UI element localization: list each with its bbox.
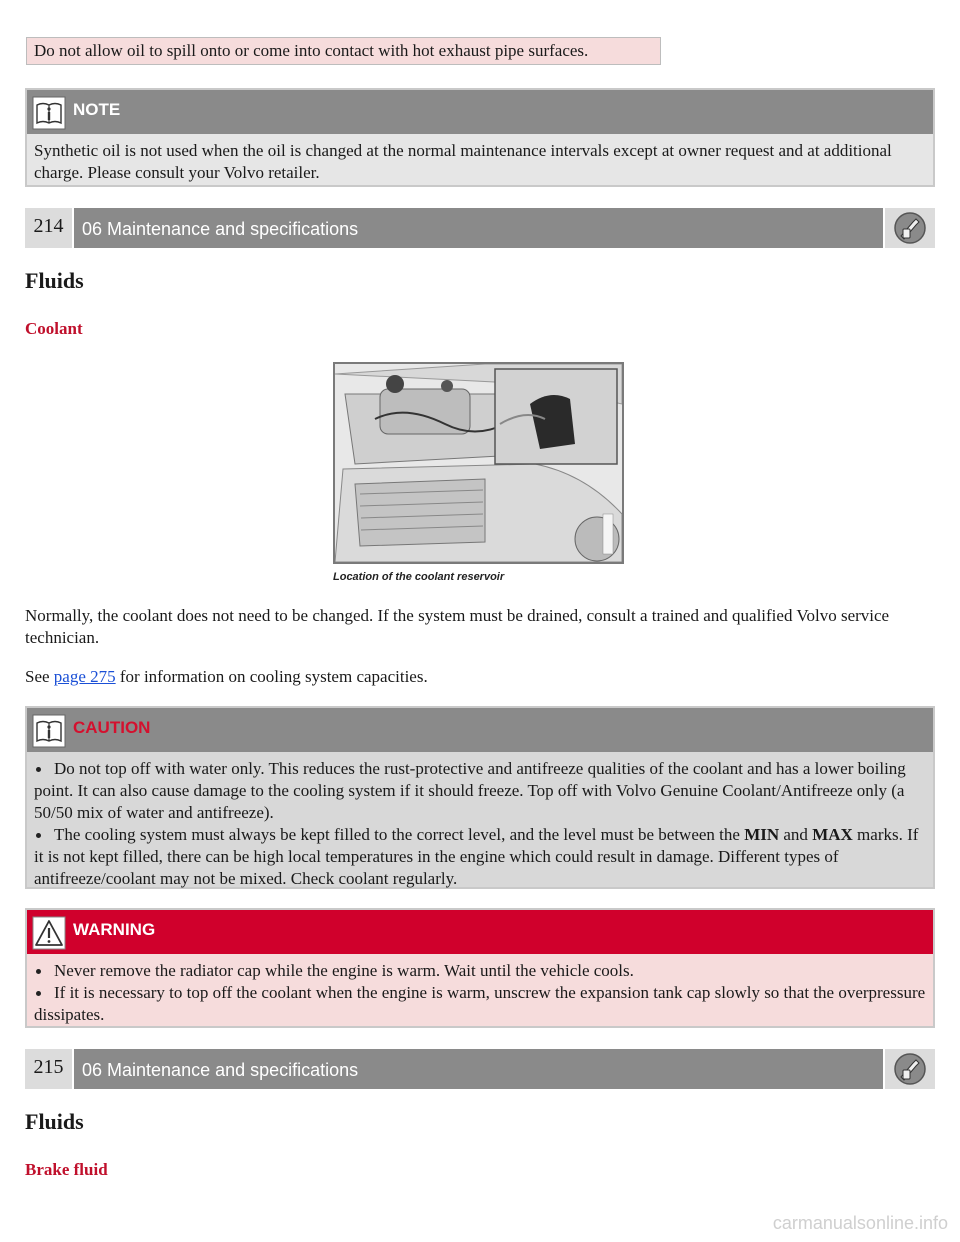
warning-box xyxy=(25,908,935,1028)
warning-item-2-text: If it is necessary to top off the coolant when the engine is warm, unscrew the expansion tank cap slowly so that the overpressure dissipates. xyxy=(34,983,926,1024)
info-book-icon xyxy=(32,714,66,748)
caution-header xyxy=(27,708,933,752)
section-heading-fluids: Fluids xyxy=(25,1109,84,1134)
capacity-reference-paragraph xyxy=(25,666,925,688)
site-watermark: carmanualsonline.info xyxy=(772,1213,948,1233)
caution-item xyxy=(34,824,926,890)
note-header xyxy=(27,90,933,134)
warning-item xyxy=(34,982,926,1026)
section-header-214 xyxy=(25,208,935,248)
caution-item-1-text: Do not top off with water only. This reduces the rust-protective and antifreeze qualities of the coolant and has a lower boiling point. It can also cause damage to the cooling system if it should freeze. Top off with Volvo Genuine Coolant/Antifreeze only (a 50/50 mix of water and antifreeze). xyxy=(34,759,906,822)
wrench-tools-icon xyxy=(885,1049,935,1089)
warning-item-1-text: Never remove the radiator cap while the engine is warm. Wait until the vehicle cools. xyxy=(54,961,634,980)
figure-caption: Location of the coolant reservoir xyxy=(333,571,505,583)
caution-body xyxy=(27,752,933,896)
warning-body xyxy=(27,954,933,1032)
coolant-reservoir-photo xyxy=(333,362,624,564)
warning-triangle-icon xyxy=(32,916,66,950)
subheading-coolant: Coolant xyxy=(25,319,83,338)
warning-item xyxy=(34,960,926,982)
page-275-link[interactable]: page 275 xyxy=(53,667,116,686)
section-title: 06 Maintenance and specifications xyxy=(74,208,883,248)
min-mark-label: MIN xyxy=(744,825,780,844)
section-title: 06 Maintenance and specifications xyxy=(74,1049,883,1089)
section-heading-fluids: Fluids xyxy=(25,268,84,293)
caution-item-2-text-b: and xyxy=(779,825,813,844)
caution-item-2-text-a: The cooling system must always be kept filled to the correct level, and the level must be between the xyxy=(54,825,745,844)
warning-header-label: WARNING xyxy=(73,920,156,939)
warning-header xyxy=(27,910,933,954)
page-number: 214 xyxy=(25,208,72,248)
max-mark-label: MAX xyxy=(812,825,853,844)
reference-suffix: for information on cooling system capacities. xyxy=(115,667,428,686)
section-header-215 xyxy=(25,1049,935,1089)
reference-prefix: See xyxy=(25,667,54,686)
caution-item-2-text-c: marks. If it is not kept filled, there can be high local temperatures in the engine which could result in damage. Different types of antifreeze/coolant may not be mixed. Check coolant regularly. xyxy=(34,825,919,888)
warning-continuation-text: Do not allow oil to spill onto or come into contact with hot exhaust pipe surfaces. xyxy=(34,41,589,60)
wrench-tools-icon xyxy=(885,208,935,248)
warning-continuation-box xyxy=(26,37,661,65)
page-number: 215 xyxy=(25,1049,72,1089)
caution-box xyxy=(25,706,935,889)
caution-item xyxy=(34,758,926,824)
coolant-paragraph: Normally, the coolant does not need to be changed. If the system must be drained, consult a trained and qualified Volvo service technician. xyxy=(25,606,890,647)
subheading-brake-fluid: Brake fluid xyxy=(25,1160,108,1179)
note-header-label: NOTE xyxy=(73,100,121,119)
caution-header-label: CAUTION xyxy=(73,718,151,737)
note-body: Synthetic oil is not used when the oil is changed at the normal maintenance intervals except at owner request and at additional charge. Please consult your Volvo retailer. xyxy=(34,141,892,182)
info-book-icon xyxy=(32,96,66,130)
note-box xyxy=(25,88,935,187)
